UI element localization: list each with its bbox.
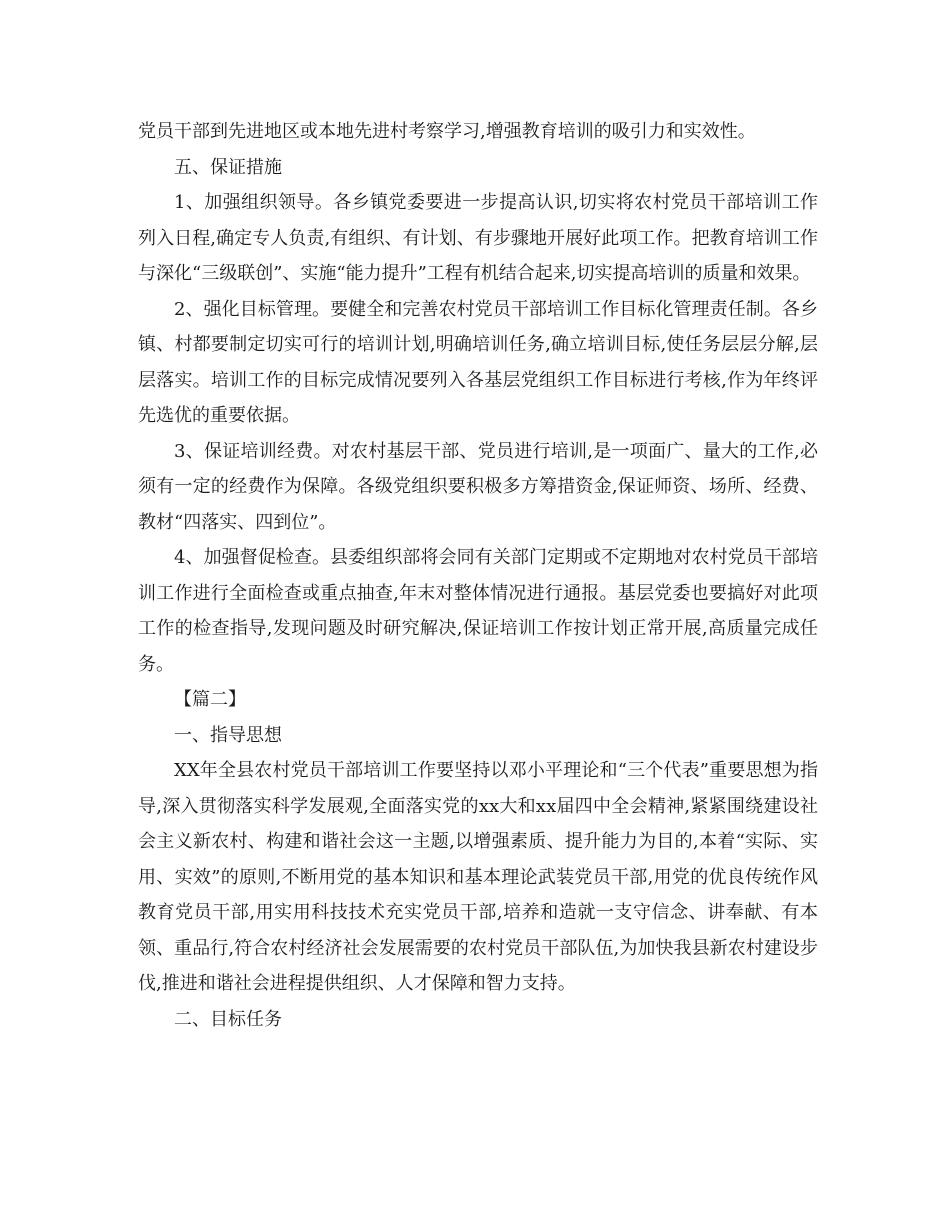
document-body <box>138 114 818 1037</box>
paragraph-measure-4: 4、加强督促检查。县委组织部将会同有关部门定期或不定期地对农村党员干部培训工作进行全面检查或重点抽查,年末对整体情况进行通报。基层党委也要搞好对此项工作的检查指导,发现问题及时研究解决,保证培训工作按计划正常开展,高质量完成任务。 <box>138 547 818 675</box>
section-heading-targets: 二、目标任务 <box>174 1008 282 1030</box>
paragraph-measure-3: 3、保证培训经费。对农村基层干部、党员进行培训,是一项面广、量大的工作,必须有一定的经费作为保障。各级党组织要积极多方筹措资金,保证师资、场所、经费、教材“四落实、四到位”。 <box>138 440 818 533</box>
section-heading-guiding-ideology: 一、指导思想 <box>174 724 282 746</box>
section-marker-part-two: 【篇二】 <box>174 689 246 710</box>
section-heading-guarantee-measures: 五、保证措施 <box>174 156 282 178</box>
paragraph-measure-1: 1、加强组织领导。各乡镇党委要进一步提高认识,切实将农村党员干部培训工作列入日程,确定专人负责,有组织、有计划、有步骤地开展好此项工作。把教育培训工作与深化“三级联创”、实施“能力提升”工程有机结合起来,切实提高培训的质量和效果。 <box>138 192 818 284</box>
paragraph-guiding-ideology: XX年全县农村党员干部培训工作要坚持以邓小平理论和“三个代表”重要思想为指导,深入贯彻落实科学发展观,全面落实党的xx大和xx届四中全会精神,紧紧围绕建设社会主义新农村、构建和谐社会这一主题,以增强素质、提升能力为目的,本着“实际、实用、实效”的原则,不断用党的基本知识和基本理论武装党员干部,用党的优良传统作风教育党员干部,用实用科技技术充实党员干部,培养和造就一支守信念、讲奉献、有本领、重品行,符合农村经济社会发展需要的农村党员干部队伍,为加快我县新农村建设步伐,推进和谐社会进程提供组织、人才保障和智力支持。 <box>138 760 818 994</box>
paragraph-measure-2: 2、强化目标管理。要健全和完善农村党员干部培训工作目标化管理责任制。各乡镇、村都要制定切实可行的培训计划,明确培训任务,确立培训目标,使任务层层分解,层层落实。培训工作的目标完成情况要列入各基层党组织工作目标进行考核,作为年终评先选优的重要依据。 <box>138 298 818 426</box>
paragraph-continuation: 党员干部到先进地区或本地先进村考察学习,增强教育培训的吸引力和实效性。 <box>138 121 756 142</box>
